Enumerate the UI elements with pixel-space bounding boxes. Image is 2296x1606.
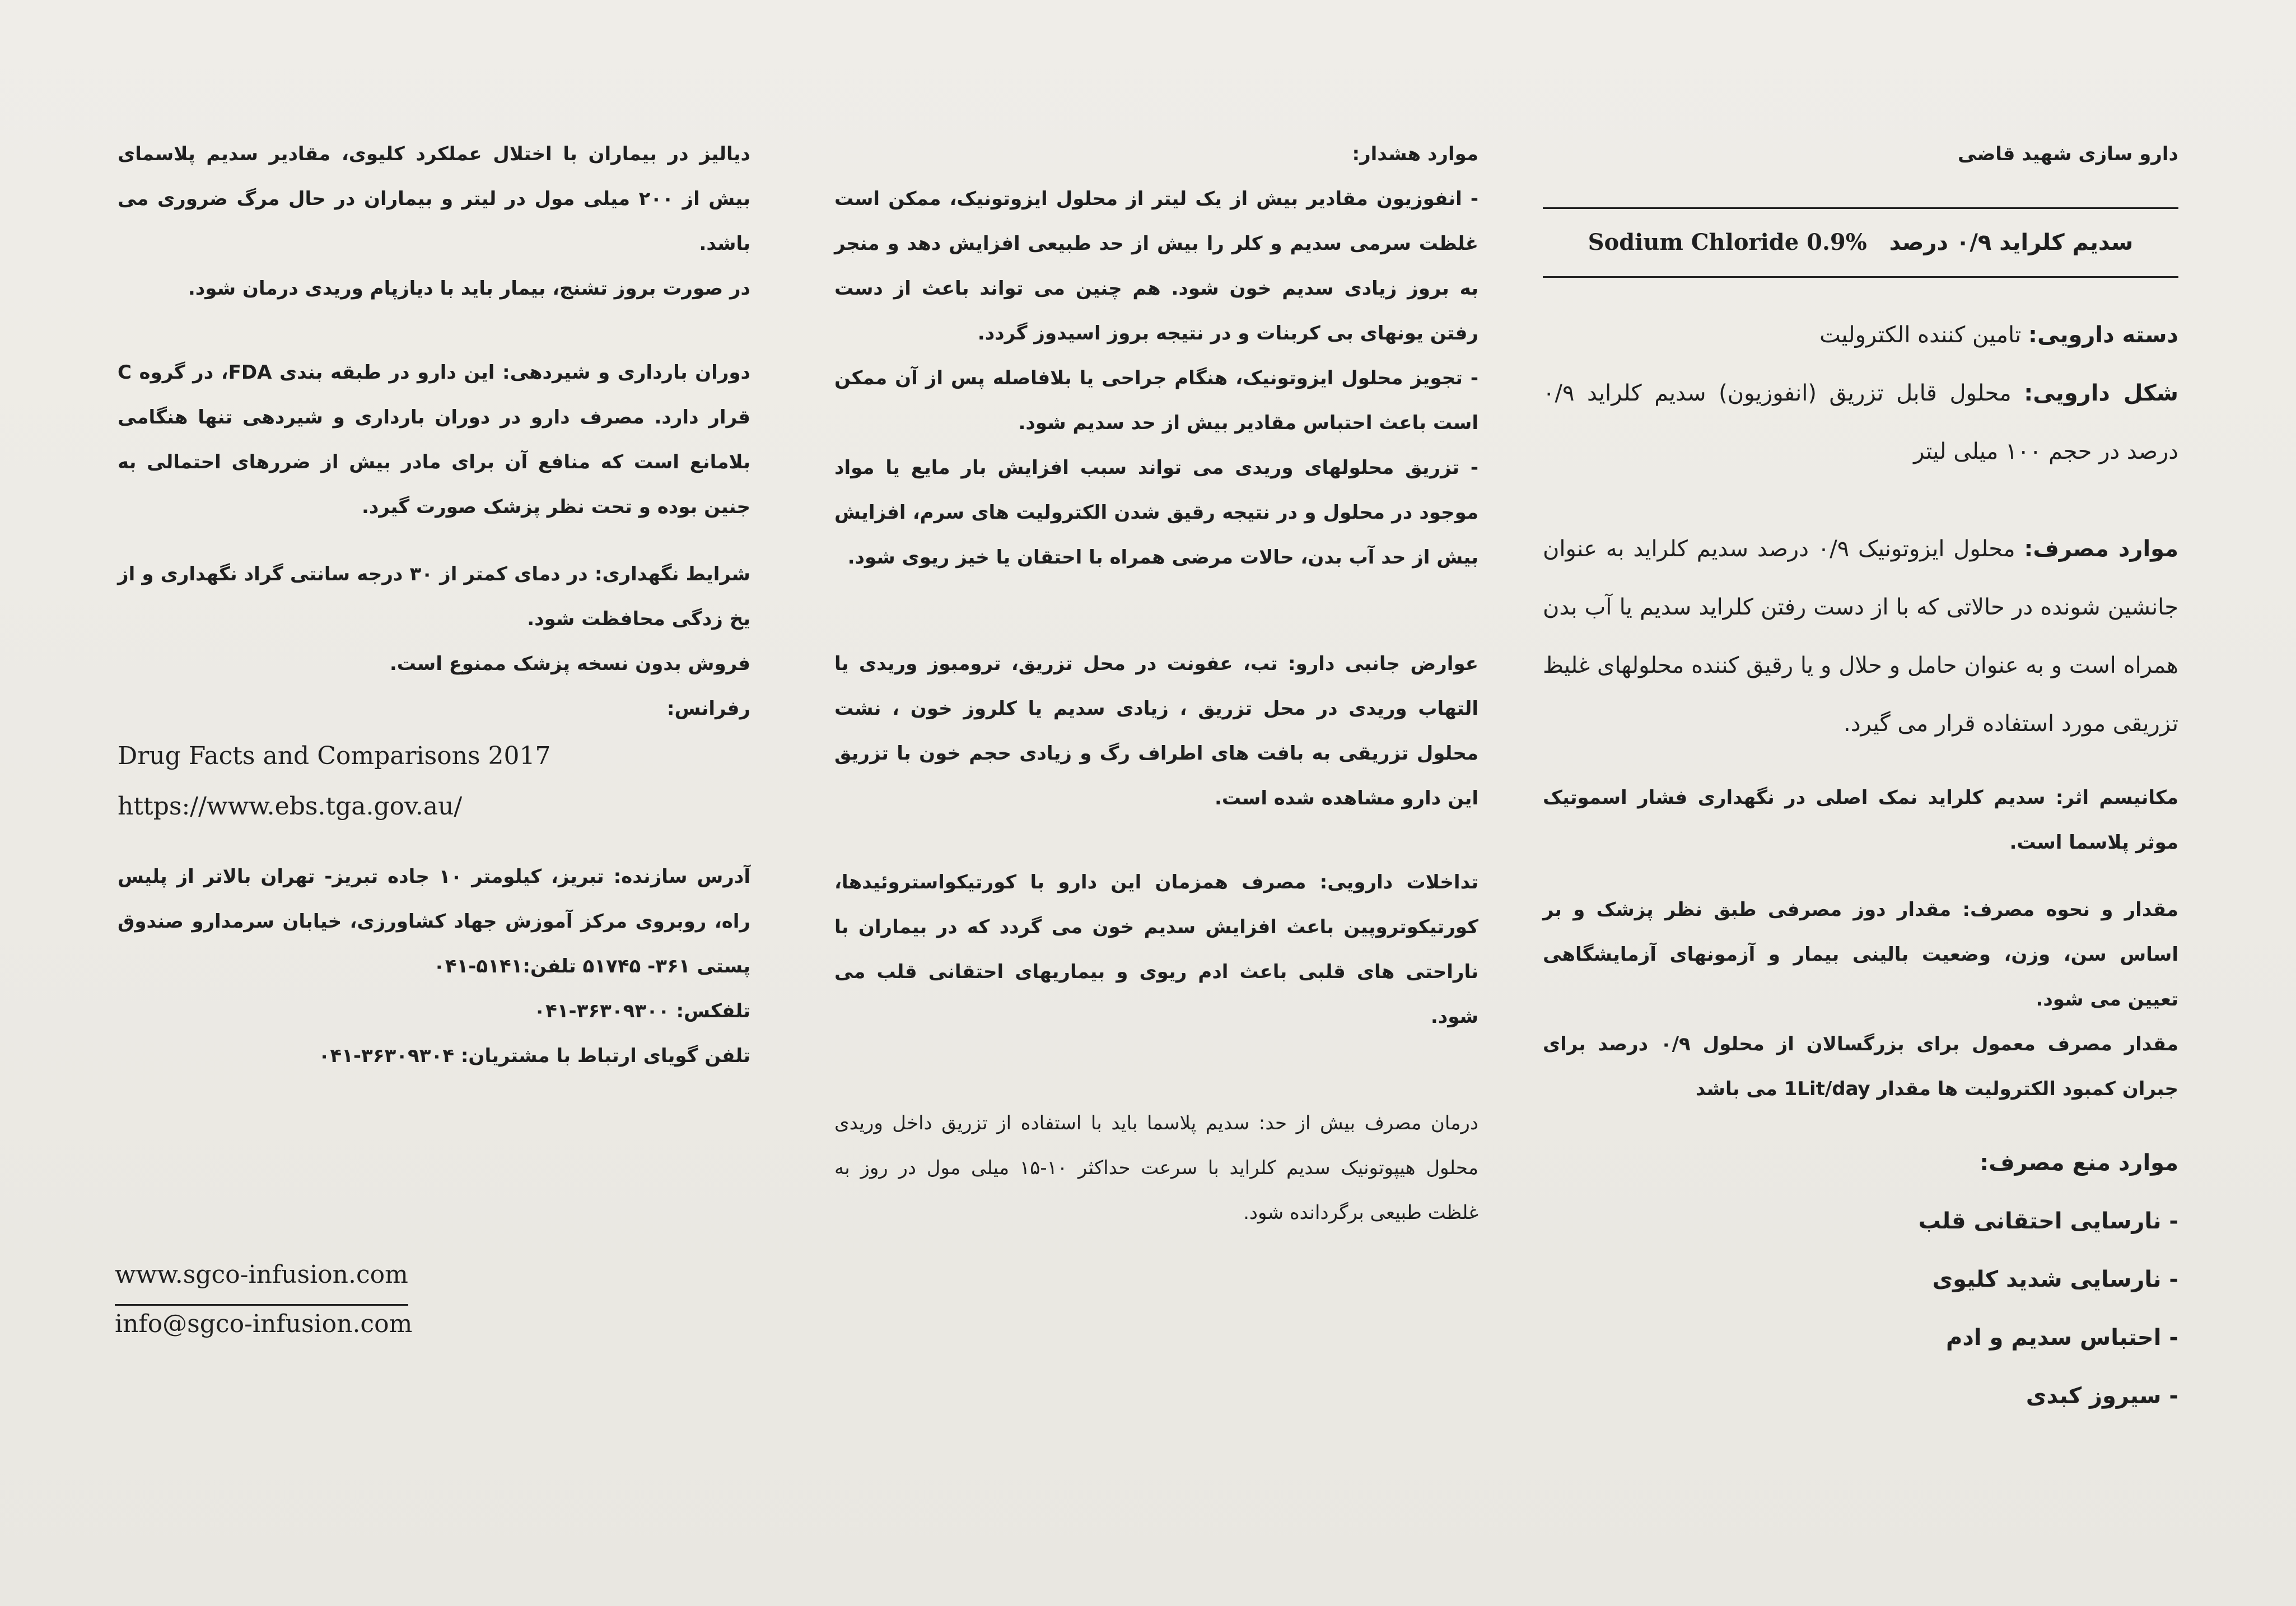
drug-title [1543, 207, 2178, 278]
manufacturer-address: آدرس سازنده: تبریز، کیلومتر ۱۰ جاده تبریز- تهران بالاتر از پلیس راه، روبروی مرکز آموزش جهاد کشاورزی، خیابان سرمدارو صندوق پستی ۳۶۱- ۵۱۷۴۵ تلفن:۵۱۴۱-۰۴۱ [118, 865, 750, 977]
usage-value: محلول ایزوتونیک ۰/۹ درصد سدیم کلراید به عنوان جانشین شونده در حالاتی که با از دست رفتن کلراید سدیم یا آب بدن همراه است و به عنوان حامل و حلال و یا رقیق کننده محلولهای غلیظ تزریقی مورد استفاده قرار می گیرد. [1543, 536, 2178, 737]
form-value: محلول قابل تزریق (انفوزیون) سدیم کلراید ۰/۹ درصد در حجم ۱۰۰ میلی لیتر [1543, 380, 2178, 464]
interactions: تداخلات دارویی: مصرف همزمان این دارو با کورتیکواستروئیدها، کورتیکوتروپین باعث افزایش سدیم خون می گردد که در بیماران با ناراحتی های قلبی باعث ادم ریوی و بیماریهای احتقانی قلب می شود. [834, 871, 1478, 1028]
form-label: شکل دارویی: [2024, 380, 2178, 406]
fax: تلفکس: ۳۶۳۰۹۳۰۰-۰۴۱ [534, 1000, 750, 1022]
contraindication-item: - نارسایی احتقانی قلب [1918, 1208, 2178, 1234]
right-column [1543, 132, 2178, 1425]
contraindications-label: موارد منع مصرف: [1980, 1150, 2178, 1176]
website-link[interactable]: www.sgco-infusion.com [115, 1249, 408, 1306]
reference-label: رفرانس: [666, 697, 750, 720]
contraindication-item: - سیروز کبدی [2026, 1383, 2178, 1409]
contraindication-item: - نارسایی شدید کلیوی [1932, 1267, 2178, 1292]
category-label: دسته دارویی: [2028, 322, 2178, 348]
usage-label: موارد مصرف: [2024, 536, 2178, 562]
usage [1543, 520, 2178, 753]
dosage: مقدار و نحوه مصرف: مقدار دوز مصرفی طبق نظر پزشک و بر اساس سن، وزن، وضعیت بالینی بیمار و آزمونهای آزمایشگاهی تعیین می شود. [1543, 899, 2178, 1011]
middle-column [834, 132, 1478, 1235]
mechanism: مکانیسم اثر: سدیم کلراید نمک اصلی در نگهداری فشار اسموتیک موثر پلاسما است. [1543, 786, 2178, 854]
left-column [118, 132, 750, 1078]
prescription-note: فروش بدون نسخه پزشک ممنوع است. [389, 653, 750, 675]
storage: شرایط نگهداری: در دمای کمتر از ۳۰ درجه سانتی گراد نگهداری و از یخ زدگی محافظت شود. [118, 563, 750, 630]
warning-item: - انفوزیون مقادیر بیش از یک لیتر از محلول ایزوتونیک، ممکن است غلظت سرمی سدیم و کلر را بیش از حد طبیعی افزایش دهد و منجر به بروز زیادی سدیم خون شود. هم چنین می تواند باعث از دست رفتن یونهای بی کربنات و در نتیجه بروز اسیدوز گردد. [834, 188, 1478, 345]
warnings-label: موارد هشدار: [1352, 143, 1478, 165]
drug-title-fa: سدیم کلراید ۰/۹ درصد [1889, 230, 2134, 255]
dosage-adult: مقدار مصرف معمول برای بزرگسالان از محلول ۰/۹ درصد برای جبران کمبود الکترولیت ها مقدار 1Lit/day می باشد [1543, 1033, 2178, 1100]
seizure-note: در صورت بروز تشنج، بیمار باید با دیازپام وریدی درمان شود. [188, 277, 750, 300]
warning-item: - تزریق محلولهای وریدی می تواند سبب افزایش بار مایع یا مواد موجود در محلول و در نتیجه رقیق شدن الکترولیت های سرم، افزایش بیش از حد آب بدن، حالات مرضی همراه با احتقان یا خیز ریوی شود. [834, 457, 1478, 569]
customer-hotline: تلفن گویای ارتباط با مشتریان: ۳۶۳۰۹۳۰۴-۰۴۱ [318, 1045, 750, 1067]
side-effects: عوارض جانبی دارو: تب، عفونت در محل تزریق، ترومبوز وریدی یا التهاب وریدی در محل تزریق ، زیادی سدیم یا کلروز خون ، نشت محلول تزریقی به بافت های اطراف رگ و زیادی حجم خون با تزریق این دارو مشاهده شده است. [834, 653, 1478, 809]
drug-form [1543, 364, 2178, 481]
category-value: تامین کننده الکترولیت [1819, 322, 2028, 348]
drug-title-en: Sodium Chloride 0.9% [1588, 229, 1867, 255]
pregnancy: دوران بارداری و شیردهی: این دارو در طبقه بندی FDA، در گروه C قرار دارد. مصرف دارو در دوران بارداری و شیردهی تنها هنگامی بلامانع است که منافع آن برای مادر بیش از ضررهای احتمالی به جنین بوده و تحت نظر پزشک صورت گیرد. [118, 361, 750, 518]
overdose: درمان مصرف بیش از حد: سدیم پلاسما باید با استفاده از تزریق داخل وریدی محلول هیپوتونیک سدیم کلراید با سرعت حداکثر ۱۰-۱۵ میلی مول در روز به غلظت طبیعی برگردانده شود. [834, 1112, 1478, 1224]
reference-book: Drug Facts and Comparisons 2017 [118, 742, 551, 770]
email-link[interactable]: info@sgco-infusion.com [115, 1310, 413, 1338]
reference-url[interactable]: https://www.ebs.tga.gov.au/ [118, 792, 463, 821]
contraindication-item: - احتباس سدیم و ادم [1946, 1325, 2178, 1351]
dialysis-note: دیالیز در بیماران با اختلال عملکرد کلیوی، مقادیر سدیم پلاسمای بیش از ۲۰۰ میلی مول در لیتر و بیماران در حال مرگ ضروری می باشد. [118, 143, 750, 255]
warning-item: - تجویز محلول ایزوتونیک، هنگام جراحی یا بلافاصله پس از آن ممکن است باعث احتباس مقادیر بیش از حد سدیم شود. [834, 367, 1478, 434]
manufacturer-brand: دارو سازی شهید قاضی [1958, 143, 2178, 165]
drug-category [1543, 306, 2178, 364]
